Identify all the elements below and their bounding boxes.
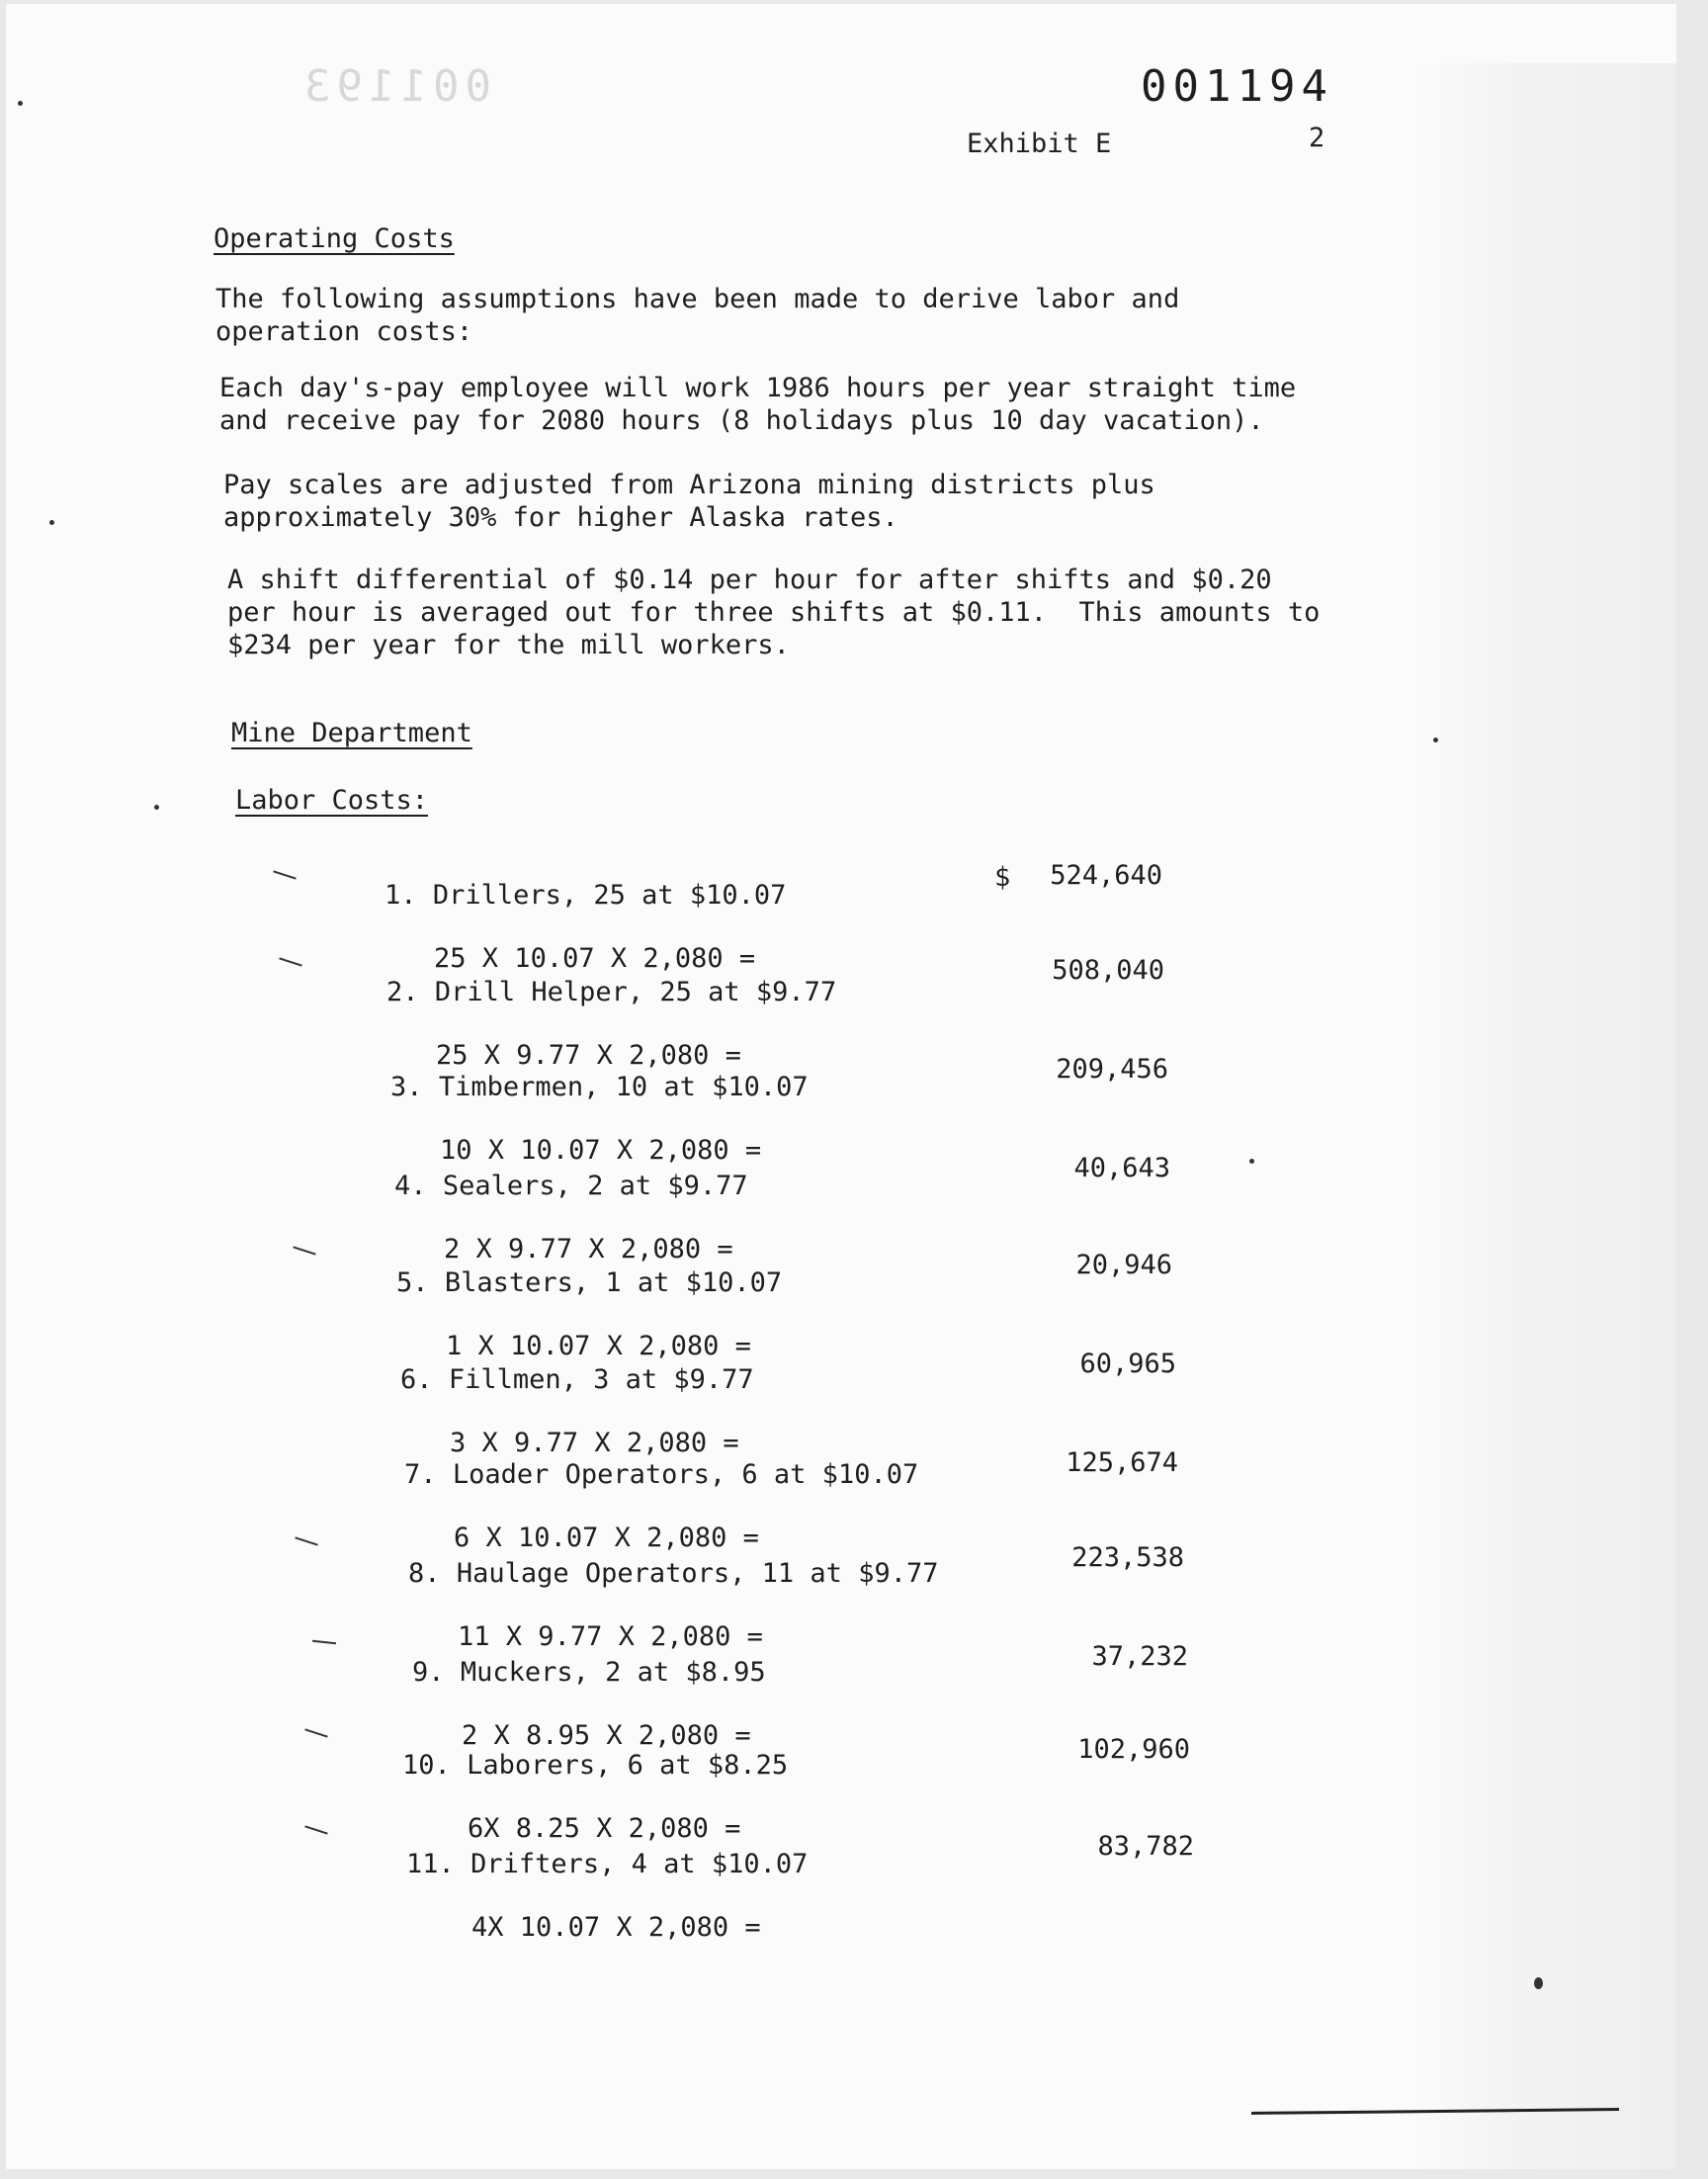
item-description: Laborers, 6 at $8.25 [467,1750,789,1781]
item-calculation: 25 X 9.77 X 2,080 = [436,1040,741,1071]
ghost-document-number: 001193 [299,61,491,112]
item-amount: 60,965 [1079,1349,1176,1379]
item-calculation: 25 X 10.07 X 2,080 = [434,943,756,974]
item-number: 3. [390,1072,423,1102]
bleed-through-shadow [1409,63,1676,2169]
document-page [6,4,1676,2169]
item-calculation: 4X 10.07 X 2,080 = [471,1912,761,1943]
item-calculation: 2 X 9.77 X 2,080 = [444,1234,733,1264]
item-number: 1. [384,880,417,911]
operating-costs-heading: Operating Costs [214,223,455,254]
item-description: Muckers, 2 at $8.95 [460,1657,766,1688]
item-number: 8. [408,1558,441,1589]
scan-speck [154,805,159,810]
item-calculation: 6X 8.25 X 2,080 = [468,1813,741,1844]
item-description: Haulage Operators, 11 at $9.77 [456,1558,939,1589]
item-description: Loader Operators, 6 at $10.07 [452,1459,919,1490]
item-calculation: 3 X 9.77 X 2,080 = [450,1428,739,1458]
item-number: 4. [394,1171,427,1201]
item-amount: 37,232 [1091,1641,1188,1672]
check-tick-mark [304,1728,327,1737]
item-number: 6. [400,1364,433,1395]
item-description: Timbermen, 10 at $10.07 [438,1072,809,1102]
intro-paragraph: The following assumptions have been made to derive labor and operation costs: [215,284,1180,347]
item-calculation: 10 X 10.07 X 2,080 = [440,1135,762,1166]
item-number: 7. [404,1459,437,1490]
item-number: 5. [396,1267,429,1298]
item-amount: 83,782 [1097,1831,1194,1862]
labor-item [342,1817,808,1975]
item-number: 11. [406,1849,455,1879]
check-tick-mark [293,1246,315,1255]
assumption-pay-scales: Pay scales are adjusted from Arizona mining districts plus approximately 30% for higher Alaska rates. [223,470,1155,533]
scan-speck [1249,1159,1254,1164]
item-calculation: 6 X 10.07 X 2,080 = [454,1523,759,1553]
item-amount: 125,674 [1066,1447,1178,1478]
item-description: Drill Helper, 25 at $9.77 [434,977,837,1007]
item-amount: 524,640 [1050,860,1162,891]
item-number: 2. [386,977,419,1007]
item-number: 10. [402,1750,451,1781]
item-amount: 102,960 [1077,1734,1190,1765]
item-calculation: 1 X 10.07 X 2,080 = [446,1331,751,1361]
assumption-hours: Each day's-pay employee will work 1986 hours per year straight time and receive pay for 2080 hours (8 holidays plus 10 day vacation). [219,373,1297,436]
labor-costs-heading: Labor Costs: [235,785,429,816]
item-amount: 209,456 [1056,1054,1168,1085]
scan-speck [49,520,54,525]
item-calculation: 2 X 8.95 X 2,080 = [462,1720,751,1751]
item-amount: 508,040 [1052,955,1164,986]
scan-speck [1433,738,1438,742]
assumption-shift-differential: A shift differential of $0.14 per hour for after shifts and $0.20 per hour is averaged out for three shifts at $0.11. This amounts to $234 per year for the mill workers. [227,565,1321,660]
document-number: 001194 [1141,61,1333,112]
item-description: Blasters, 1 at $10.07 [444,1267,783,1298]
scan-speck [18,101,23,106]
item-amount: 223,538 [1071,1542,1184,1573]
check-tick-mark [273,870,296,879]
mine-department-heading: Mine Department [231,718,472,748]
item-calculation: 11 X 9.77 X 2,080 = [458,1621,763,1652]
item-description: Fillmen, 3 at $9.77 [448,1364,754,1395]
exhibit-label: Exhibit E [967,129,1112,159]
currency-symbol: $ [994,862,1011,893]
check-tick-mark [304,1825,327,1834]
item-amount: 20,946 [1075,1250,1172,1280]
scan-speck [1534,1977,1543,1989]
check-tick-mark [312,1640,336,1644]
item-number: 9. [412,1657,445,1688]
item-amount: 40,643 [1073,1153,1170,1183]
check-tick-mark [295,1536,317,1545]
item-description: Drillers, 25 at $10.07 [432,880,787,911]
item-description: Sealers, 2 at $9.77 [442,1171,748,1201]
page-number: 2 [1309,123,1325,153]
check-tick-mark [279,957,301,966]
item-description: Drifters, 4 at $10.07 [470,1849,809,1879]
